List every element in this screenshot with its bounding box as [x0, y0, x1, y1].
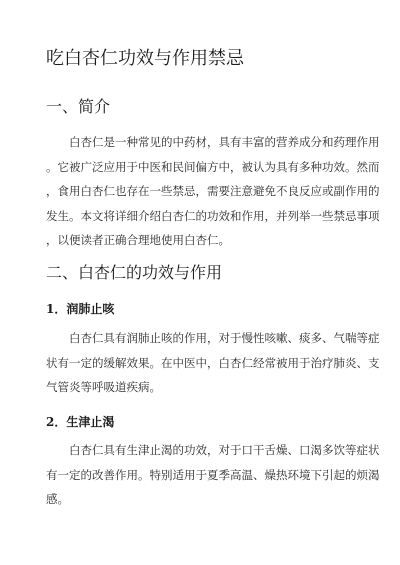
- subsection-heading-lung: 1．润肺止咳: [46, 302, 115, 316]
- paragraph-line: 。它被广泛应用于中医和民间偏方中，被认为具有多种功效。然而: [46, 159, 380, 174]
- paragraph-line: 有一定的改善作用。特别适用于夏季高温、燥热环境下引起的烦渴: [46, 467, 380, 482]
- paragraph-line: 白杏仁具有生津止渴的功效，对于口干舌燥、口渴多饮等症状: [69, 443, 380, 457]
- paragraph-line: 白杏仁是一种常见的中药材，具有丰富的营养成分和药理作用: [69, 135, 380, 149]
- intro-paragraph: [46, 130, 380, 253]
- section-heading-effects: 二、白杏仁的功效与作用: [46, 263, 223, 282]
- thirst-paragraph: [46, 438, 380, 512]
- subsection-heading-thirst: 2．生津止渴: [46, 415, 115, 429]
- paragraph-line: 感。: [46, 492, 69, 506]
- paragraph-line: 发生。本文将详细介绍白杏仁的功效和作用，并列举一些禁忌事项: [46, 208, 380, 223]
- document-title: 吃白杏仁功效与作用禁忌: [46, 48, 244, 69]
- paragraph-line: 状有一定的缓解效果。在中医中，白杏仁经常被用于治疗肺炎、支: [46, 355, 380, 370]
- paragraph-line: 白杏仁具有润肺止咳的作用，对于慢性咳嗽、痰多、气喘等症: [69, 331, 380, 345]
- paragraph-line: ，以便读者正确合理地使用白杏仁。: [46, 233, 230, 247]
- section-heading-intro: 一、简介: [46, 97, 111, 116]
- paragraph-line: 气管炎等呼吸道疾病。: [46, 380, 161, 394]
- paragraph-line: ，食用白杏仁也存在一些禁忌，需要注意避免不良反应或副作用的: [46, 184, 380, 198]
- lung-paragraph: [46, 326, 380, 400]
